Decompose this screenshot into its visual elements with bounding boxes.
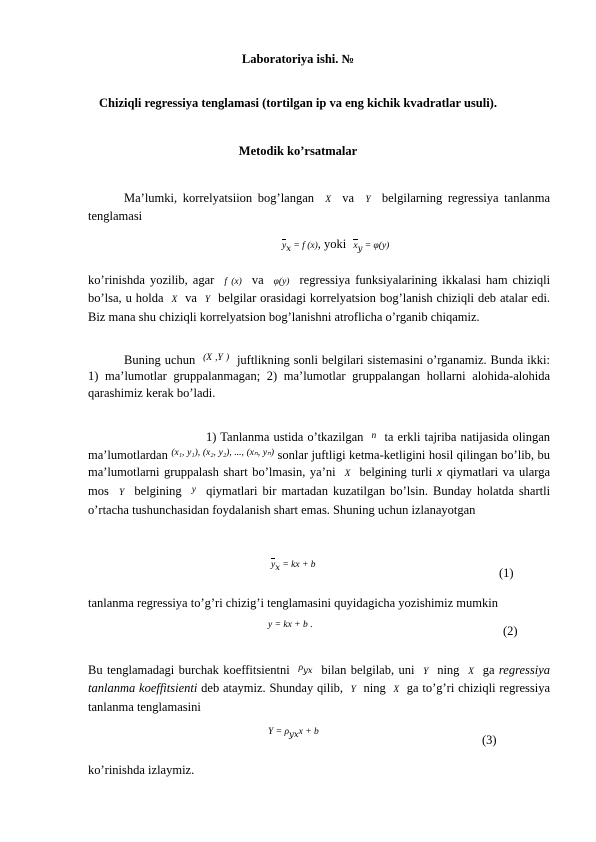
equation-2: y = kx + b . [268, 620, 313, 630]
equation-1: $y_x$ = kx + b [271, 560, 316, 573]
paragraph-coefficient: Bu tenglamadagi burchak koeffitsientni $^{\rho_{yx}}$ bilan belgilab, uni Y ning X ga regressiya tanlanma koeffitsienti deb ataymiz. Shunday qilib, Y ning X ga to’g’ri chiziqli regressiya tanlanma tenglamasini [88, 663, 551, 714]
paragraph-intro: Ma’lumki, korrelyatsiion bog’langan X va Y belgilarning regressiya tanlanma tenglamasi [88, 191, 550, 224]
paragraph-linearity: ko’rinishda yozilib, agar f (x) va φ(y) regressiya funksiyalarining ikkalasi ham chiziqli bo’lsa, u holda X va Y belgilar orasidagi korrelyatsion bog’lanish chiziqli deb atalar edi. Biz mana shu chiziqli korrelyatsion bog’lanishni atroflicha o’rganib chiqamiz. [88, 273, 551, 324]
equation-3-number: (3) [482, 733, 497, 747]
paragraph-closing: ko’rinishda izlaymiz. [88, 763, 195, 777]
paragraph-ungrouped: 1) Tanlanma ustida o’tkazilgan $^n$ ta erkli tajriba natijasida olingan ma’lumotlardan $^{(x_1, y_1), (x_2, y_2), ..., (x_n, y_n)}$ sonlar juftligi ketma-ketligini hosil qilingan bo’lib, bu ma’lumotlarni gruppalash shart bo’lmasin, ya’ni X belgining turli x qiymatlari va ularga mos Y belgining $^y$ qiymatlari bir martadan kuzatilgan bo’lsin. Bunday holatda shartli o’rtacha tushunchasidan foydalanish shart emas. Shuning uchun izlanayotgan [88, 430, 551, 517]
page-title: Laboratoriya ishi. № [241, 52, 355, 66]
equation-regression-forms: $y_x = f$ (x), yoki $x_y = \varphi(y)$ [282, 237, 390, 254]
equation-2-number: (2) [503, 624, 518, 638]
equation-3: $Y = \rho_{yx}x + b$ [268, 727, 319, 740]
paragraph-system: Buning uchun $^{(X ,Y )}$ juftlikning sonli belgilari sistemasini o’rganamiz. Bunda ikki: 1) ma’lumotlar gruppalanmagan; 2) ma’lumotlar gruppalangan hollarni alohida-alohida qarashimiz kerak bo’ladi. [88, 353, 551, 400]
section-heading: Metodik ko’rsatmalar [238, 144, 358, 158]
paragraph-regression-line: tanlanma regressiya to’g’ri chizig’i tenglamasini quyidagicha yozishimiz mumkin [88, 596, 498, 610]
page-subtitle: Chiziqli regressiya tenglamasi (tortilgan ip va eng kichik kvadratlar usuli). [99, 96, 497, 110]
equation-1-number: (1) [499, 566, 514, 580]
